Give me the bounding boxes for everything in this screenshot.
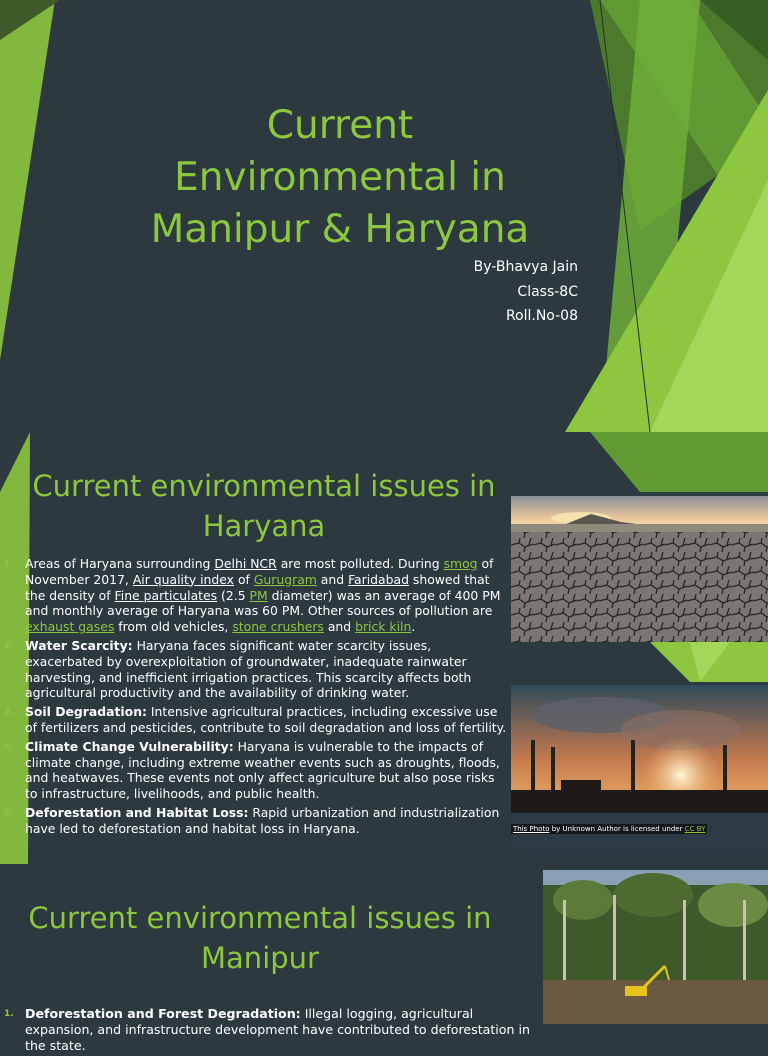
list-item: 1. Areas of Haryana surrounding Delhi NCR are most polluted. During smog of November 2017, Air quality index of Gurugram and Faridabad showed that the density of Fine particulates (2.5 PM diameter) was an average of 400 PM and monthly average of Haryana was 60 PM. Other sources of pollution are exhaust gases from old vehicles, stone crushers and brick kiln.: [4, 556, 501, 635]
list-item: 2. Water Scarcity: Haryana faces significant water scarcity issues, exacerbated by overexploitation of groundwater, inadequate rainwater harvesting, and inefficient irrigation practices. This scarcity affects both agricultural productivity and the availability of drinking water.: [4, 637, 472, 701]
photo-credit-link[interactable]: This Photo: [513, 825, 550, 833]
link-pm[interactable]: PM: [249, 587, 268, 603]
haryana-issues-list: [0, 556, 508, 840]
list-item: 3. Soil Degradation: Intensive agricultural practices, including excessive use of fertilizers and pesticides, contribute to soil degradation and loss of fertility.: [4, 704, 507, 735]
slide-title: Current Environmental in Manipur & Haryana: [150, 103, 530, 252]
manipur-slide: [0, 864, 768, 1053]
deforestation-photo: [543, 870, 768, 1024]
photo-credit: This Photo by Unknown Author is licensed under CC BY: [513, 825, 706, 833]
link-gurugram[interactable]: Gurugram: [253, 571, 317, 587]
link-stone-crushers[interactable]: stone crushers: [232, 619, 324, 635]
list-item: 5. Deforestation and Habitat Loss: Rapid urbanization and industrialization have led to deforestation and habitat loss in Haryana.: [4, 804, 500, 836]
class-label: Class-8C: [517, 284, 578, 300]
list-item: 4. Climate Change Vulnerability: Haryana is vulnerable to the impacts of climate change, including extreme weather events such as droughts, floods, and heatwaves. These events not only affect agriculture but also pose risks to infrastructure, livelihoods, and public health.: [4, 738, 500, 802]
list-item: 1. Deforestation and Forest Degradation: Illegal logging, agricultural expansion, and infrastructure development have contributed to deforestation in the state.: [4, 1006, 530, 1053]
link-exhaust-gases[interactable]: exhaust gases: [25, 619, 115, 635]
roll-number: Roll.No-08: [505, 308, 578, 324]
manipur-issues-list: [0, 1006, 530, 1056]
link-fine-particulates[interactable]: Fine particulates: [114, 587, 218, 603]
section-heading: Current environmental issues in Haryana: [32, 469, 496, 543]
link-delhi-ncr[interactable]: Delhi NCR: [214, 556, 277, 571]
title-slide: [0, 0, 768, 432]
link-smog[interactable]: smog: [443, 556, 478, 571]
author-name: By-Bhavya Jain: [473, 259, 578, 275]
factory-smoke-photo: [511, 685, 768, 850]
license-link[interactable]: CC BY: [684, 825, 706, 833]
link-faridabad[interactable]: Faridabad: [348, 571, 409, 587]
section-heading: Current environmental issues in Manipur: [28, 901, 492, 975]
link-brick-kiln[interactable]: brick kiln: [355, 619, 412, 635]
cracked-earth-photo: [511, 496, 768, 642]
link-air-quality-index[interactable]: Air quality index: [132, 571, 234, 587]
haryana-slide: [0, 432, 768, 864]
